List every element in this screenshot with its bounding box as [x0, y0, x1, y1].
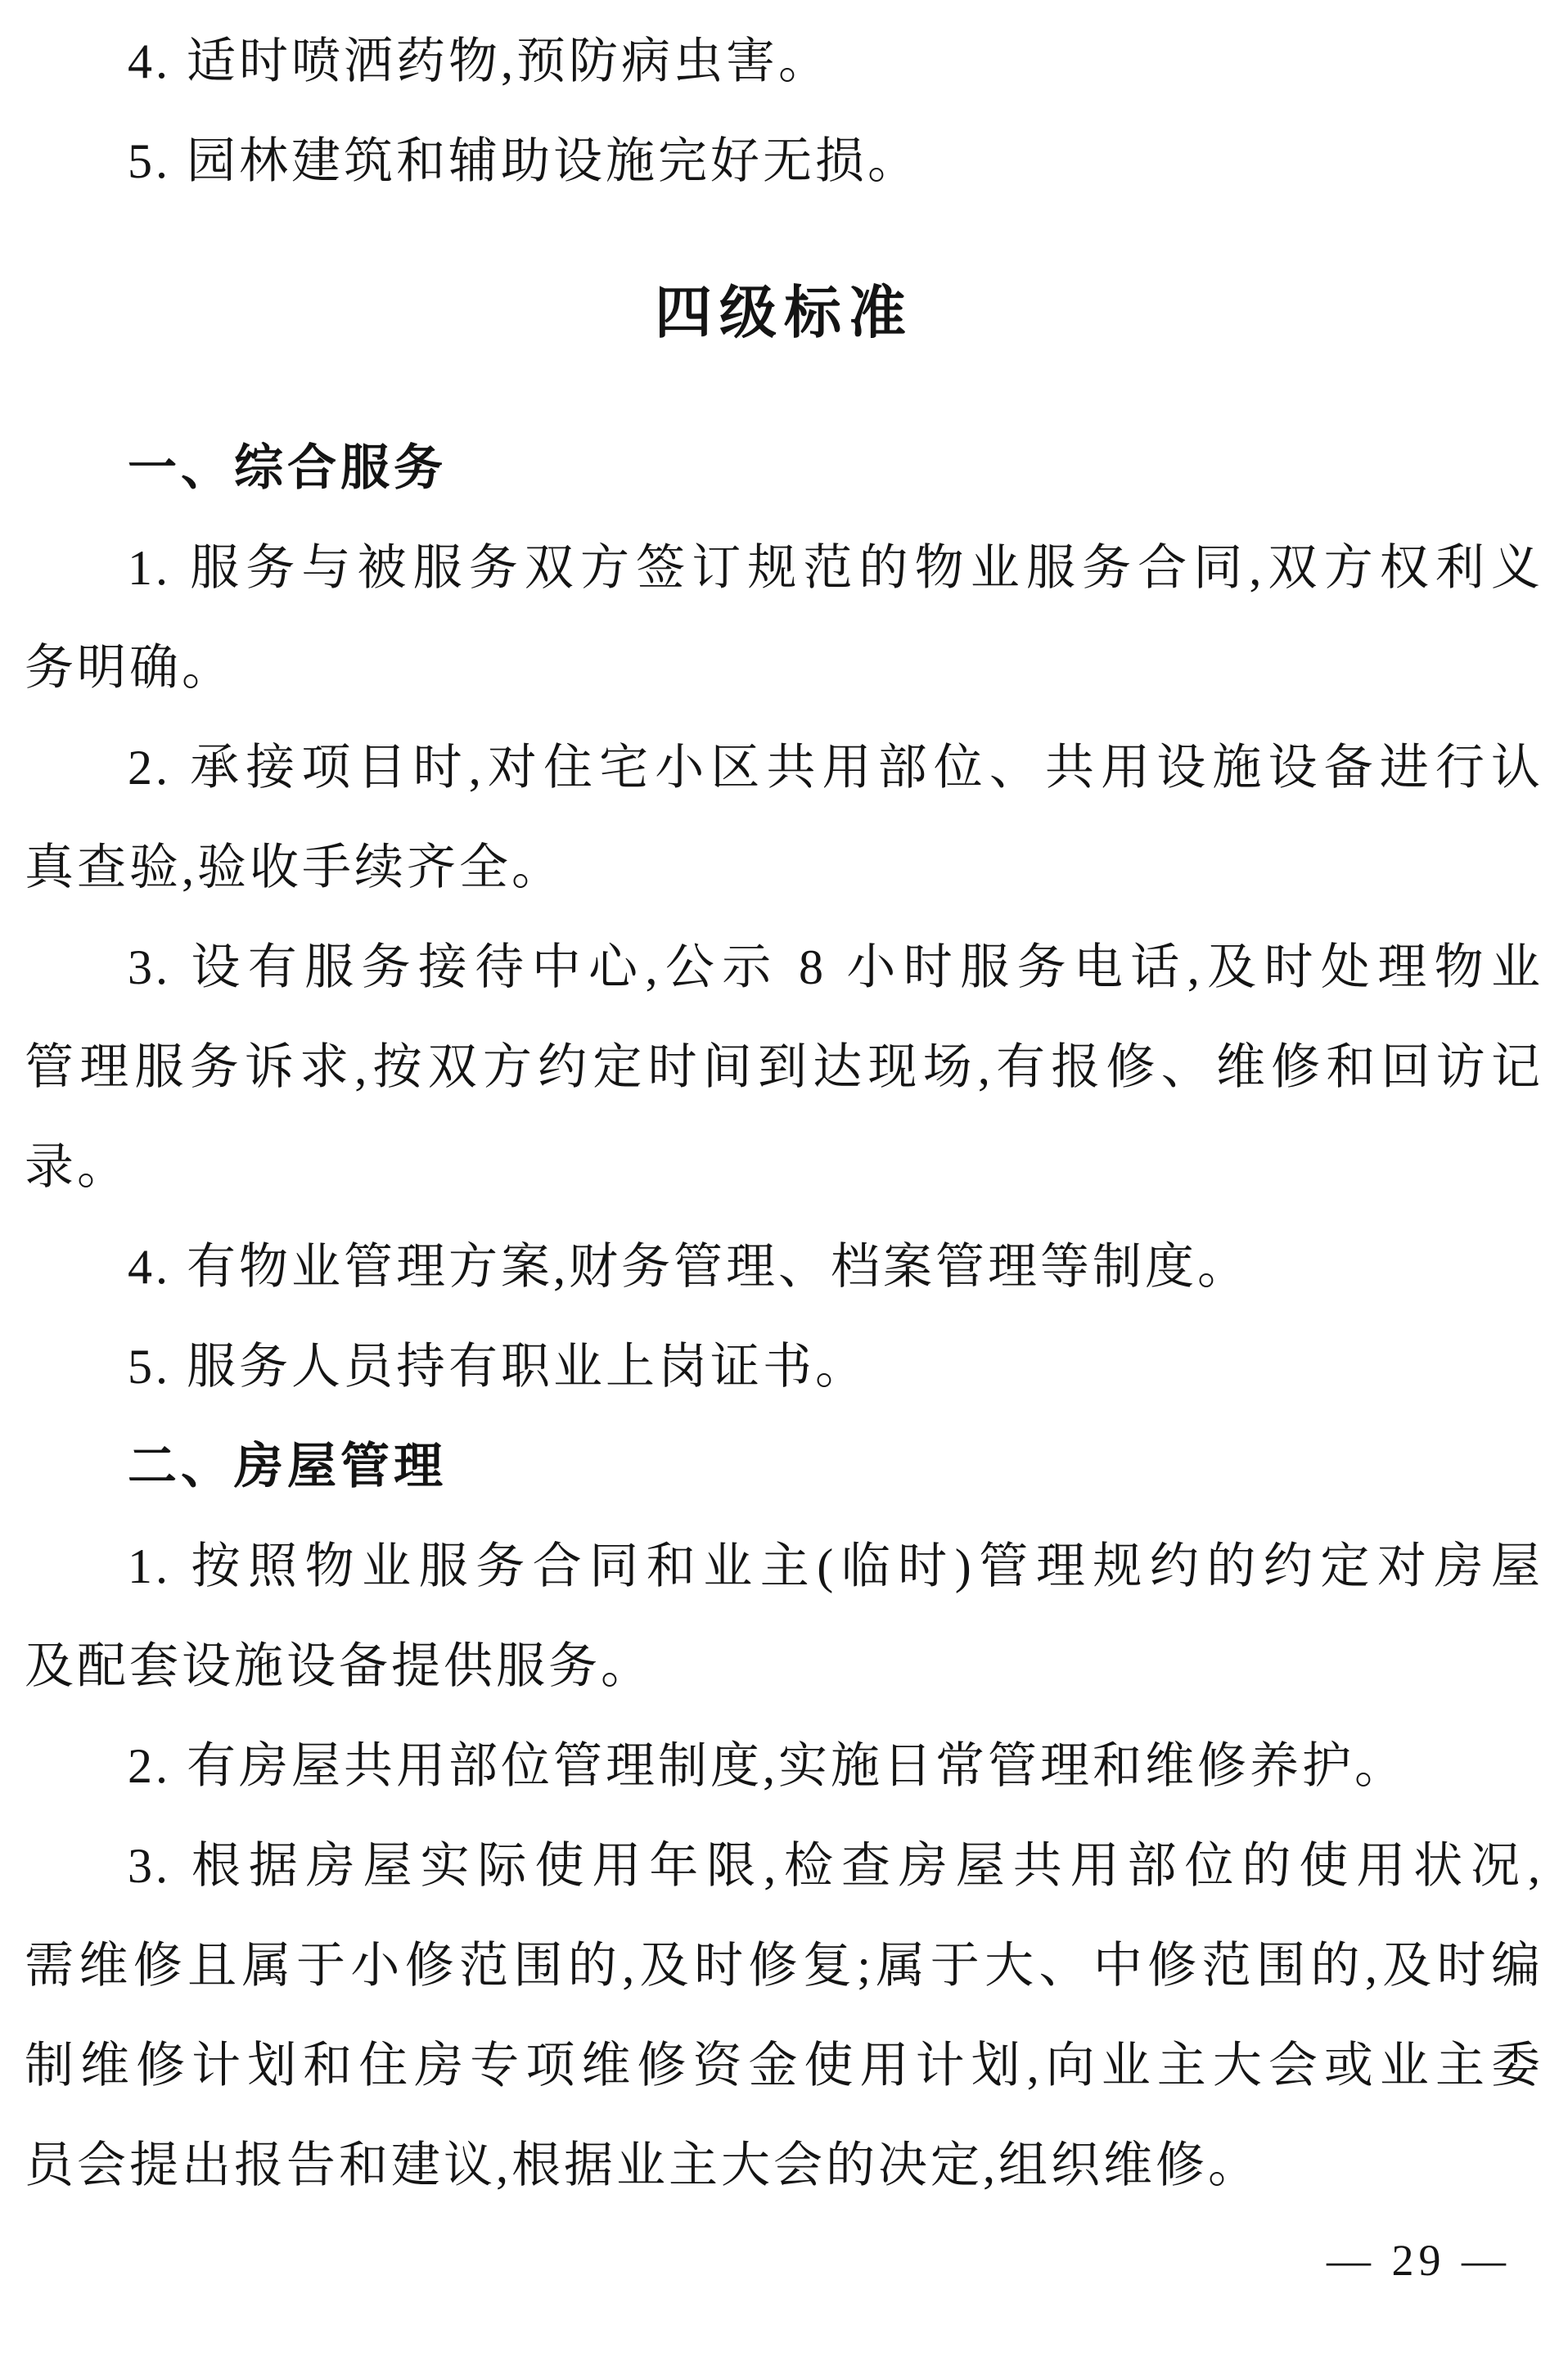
document-body	[25, 11, 1543, 2215]
list-item-continuation: 员会提出报告和建议,根据业主大会的决定,组织维修。	[25, 2138, 1260, 2192]
page-number: — 29 —	[1327, 2236, 1511, 2285]
section-heading-house-management: 二、房屋管理	[128, 1439, 447, 1494]
list-item: 4. 适时喷洒药物,预防病虫害。	[128, 34, 831, 88]
list-item: 4. 有物业管理方案,财务管理、档案管理等制度。	[128, 1240, 1250, 1294]
list-item-continuation: 真查验,验收手续齐全。	[25, 840, 564, 894]
list-item: 2. 有房屋共用部位管理制度,实施日常管理和维修养护。	[128, 1739, 1407, 1793]
list-item: 3. 根据房屋实际使用年限,检查房屋共用部位的使用状况,	[128, 1839, 1543, 1893]
list-item-continuation: 制维修计划和住房专项维修资金使用计划,向业主大会或业主委	[25, 2039, 1543, 2093]
page-title: 四级标准	[655, 281, 913, 345]
list-item: 5. 园林建筑和辅助设施完好无损。	[128, 134, 920, 188]
list-item: 3. 设有服务接待中心,公示 8 小时服务电话,及时处理物业	[128, 940, 1543, 994]
list-item: 1. 服务与被服务双方签订规范的物业服务合同,双方权利义	[128, 541, 1543, 595]
list-item-continuation: 务明确。	[25, 641, 234, 695]
list-item-continuation: 录。	[25, 1140, 129, 1194]
list-item-continuation: 需维修且属于小修范围的,及时修复;属于大、中修范围的,及时编	[25, 1939, 1543, 1993]
section-heading-comprehensive-service: 一、综合服务	[128, 440, 447, 495]
list-item: 2. 承接项目时,对住宅小区共用部位、共用设施设备进行认	[128, 741, 1543, 795]
list-item: 5. 服务人员持有职业上岗证书。	[128, 1340, 867, 1394]
list-item: 1. 按照物业服务合同和业主(临时)管理规约的约定对房屋	[128, 1539, 1543, 1593]
list-item-continuation: 及配套设施设备提供服务。	[25, 1639, 653, 1693]
list-item-continuation: 管理服务诉求,按双方约定时间到达现场,有报修、维修和回访记	[25, 1040, 1543, 1094]
